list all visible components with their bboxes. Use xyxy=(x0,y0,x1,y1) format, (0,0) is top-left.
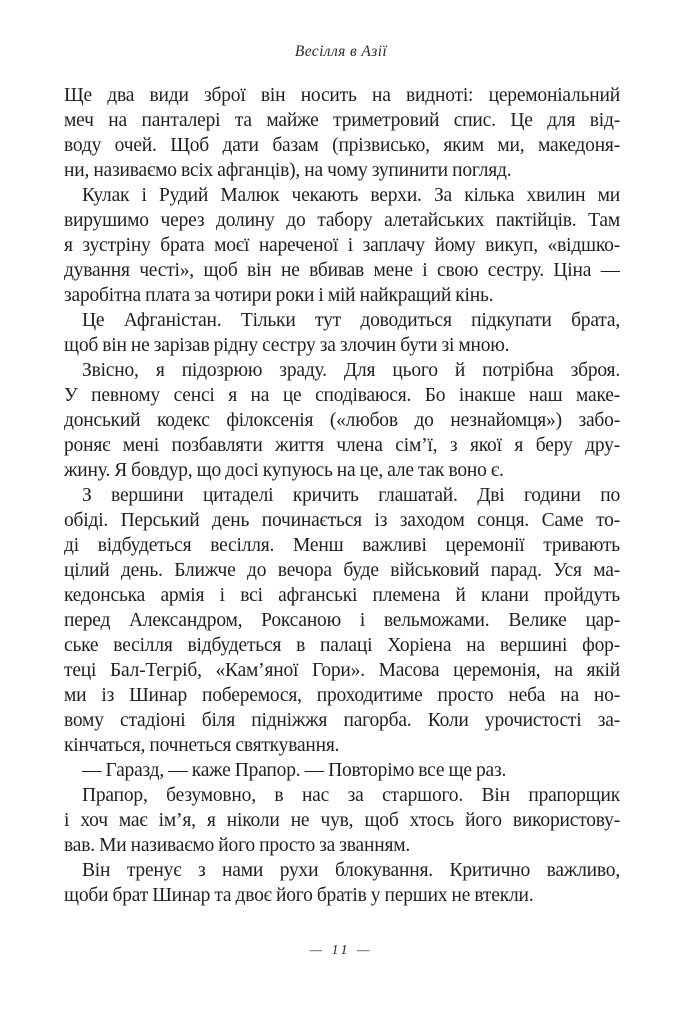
text-line: Він тренує з нами рухи блокування. Критично важливо, xyxy=(82,860,620,881)
text-line: воду очей. Щоб дати базам (прізвисько, яким ми, македоня- xyxy=(64,135,620,156)
text-line: перед Александром, Роксаною і вельможами. Велике цар- xyxy=(64,610,620,631)
paragraph xyxy=(64,308,620,358)
text-line: У певному сенсі я на це сподіваюся. Бо інакше наш маке- xyxy=(64,385,620,406)
text-line: З вершини цитаделі кричить глашатай. Дві години по xyxy=(82,485,620,506)
paragraph xyxy=(64,483,620,758)
text-line: дування честі», щоб він не вбивав мене і свою сестру. Ціна — xyxy=(64,260,620,281)
text-line: донський кодекс філоксенія («любов до незнайомця») забо- xyxy=(64,410,620,431)
text-line: вирушимо через долину до табору алетайських пактійців. Там xyxy=(64,210,620,231)
paragraph xyxy=(64,758,620,783)
text-line: ни, називаємо всіх афганців), на чому зупинити погляд. xyxy=(64,160,512,181)
text-line: Це Афганістан. Тільки тут доводиться підкупати брата, xyxy=(82,310,620,331)
text-line: щоб він не зарізав рідну сестру за злочин бути зі мною. xyxy=(64,335,510,356)
text-line: цілий день. Ближче до вечора буде військовий парад. Уся ма- xyxy=(64,560,620,581)
text-line: кедонська армія і всі афганські племена й клани пройдуть xyxy=(64,585,620,606)
running-header: Весілля в Азії xyxy=(294,43,388,60)
text-line: Ще два види зброї він носить на видноті: церемоніальний xyxy=(64,85,620,106)
text-line: ді відбудеться весілля. Менш важливі церемонії тривають xyxy=(64,535,620,556)
text-line: Кулак і Рудий Малюк чекають верхи. За кілька хвилин ми xyxy=(82,185,620,206)
text-line: теці Бал-Тегріб, «Кам’яної Гори». Масова церемонія, на якій xyxy=(64,660,620,681)
text-line: — Гаразд, — каже Прапор. — Повторімо все ще раз. xyxy=(82,760,507,781)
text-line: обіді. Перський день починається із заходом сонця. Саме то- xyxy=(64,510,620,531)
text-block xyxy=(64,83,620,908)
text-line: я зустріну брата моєї нареченої і заплачу йому викуп, «відшко- xyxy=(64,235,620,256)
paragraph xyxy=(64,783,620,858)
text-line: Прапор, безумовно, в нас за старшого. Він прапорщик xyxy=(82,785,620,806)
text-line: Звісно, я підозрюю зраду. Для цього й потрібна зброя. xyxy=(82,360,620,381)
text-line: заробітна плата за чотири роки і мій найкращий кінь. xyxy=(64,285,494,306)
text-line: ми із Шинар поберемося, проходитиме просто неба на но- xyxy=(64,685,620,706)
text-line: вав. Ми називаємо його просто за званням. xyxy=(64,835,411,856)
paragraph xyxy=(64,83,620,183)
text-line: вому стадіоні біля підніжжя пагорба. Коли урочистості за- xyxy=(64,710,620,731)
page-number: — 11 — xyxy=(309,943,373,958)
paragraph xyxy=(64,183,620,308)
paragraph xyxy=(64,358,620,483)
text-line: і хоч має ім’я, я ніколи не чув, щоб хтось його використову- xyxy=(64,810,620,831)
text-line: ське весілля відбудеться в палаці Хоріена на вершині фор- xyxy=(64,635,620,656)
text-line: щоби брат Шинар та двоє його братів у перших не втекли. xyxy=(64,885,534,906)
text-line: жину. Я бовдур, що досі купуюсь на це, але так воно є. xyxy=(64,460,504,481)
text-line: роняє мені позбавляти життя члена сім’ї, з якої я беру дру- xyxy=(64,435,620,456)
text-line: кінчаться, почнеться святкування. xyxy=(64,735,340,756)
paragraph xyxy=(64,858,620,908)
text-line: меч на панталері та майже триметровий спис. Це для від- xyxy=(64,110,620,131)
